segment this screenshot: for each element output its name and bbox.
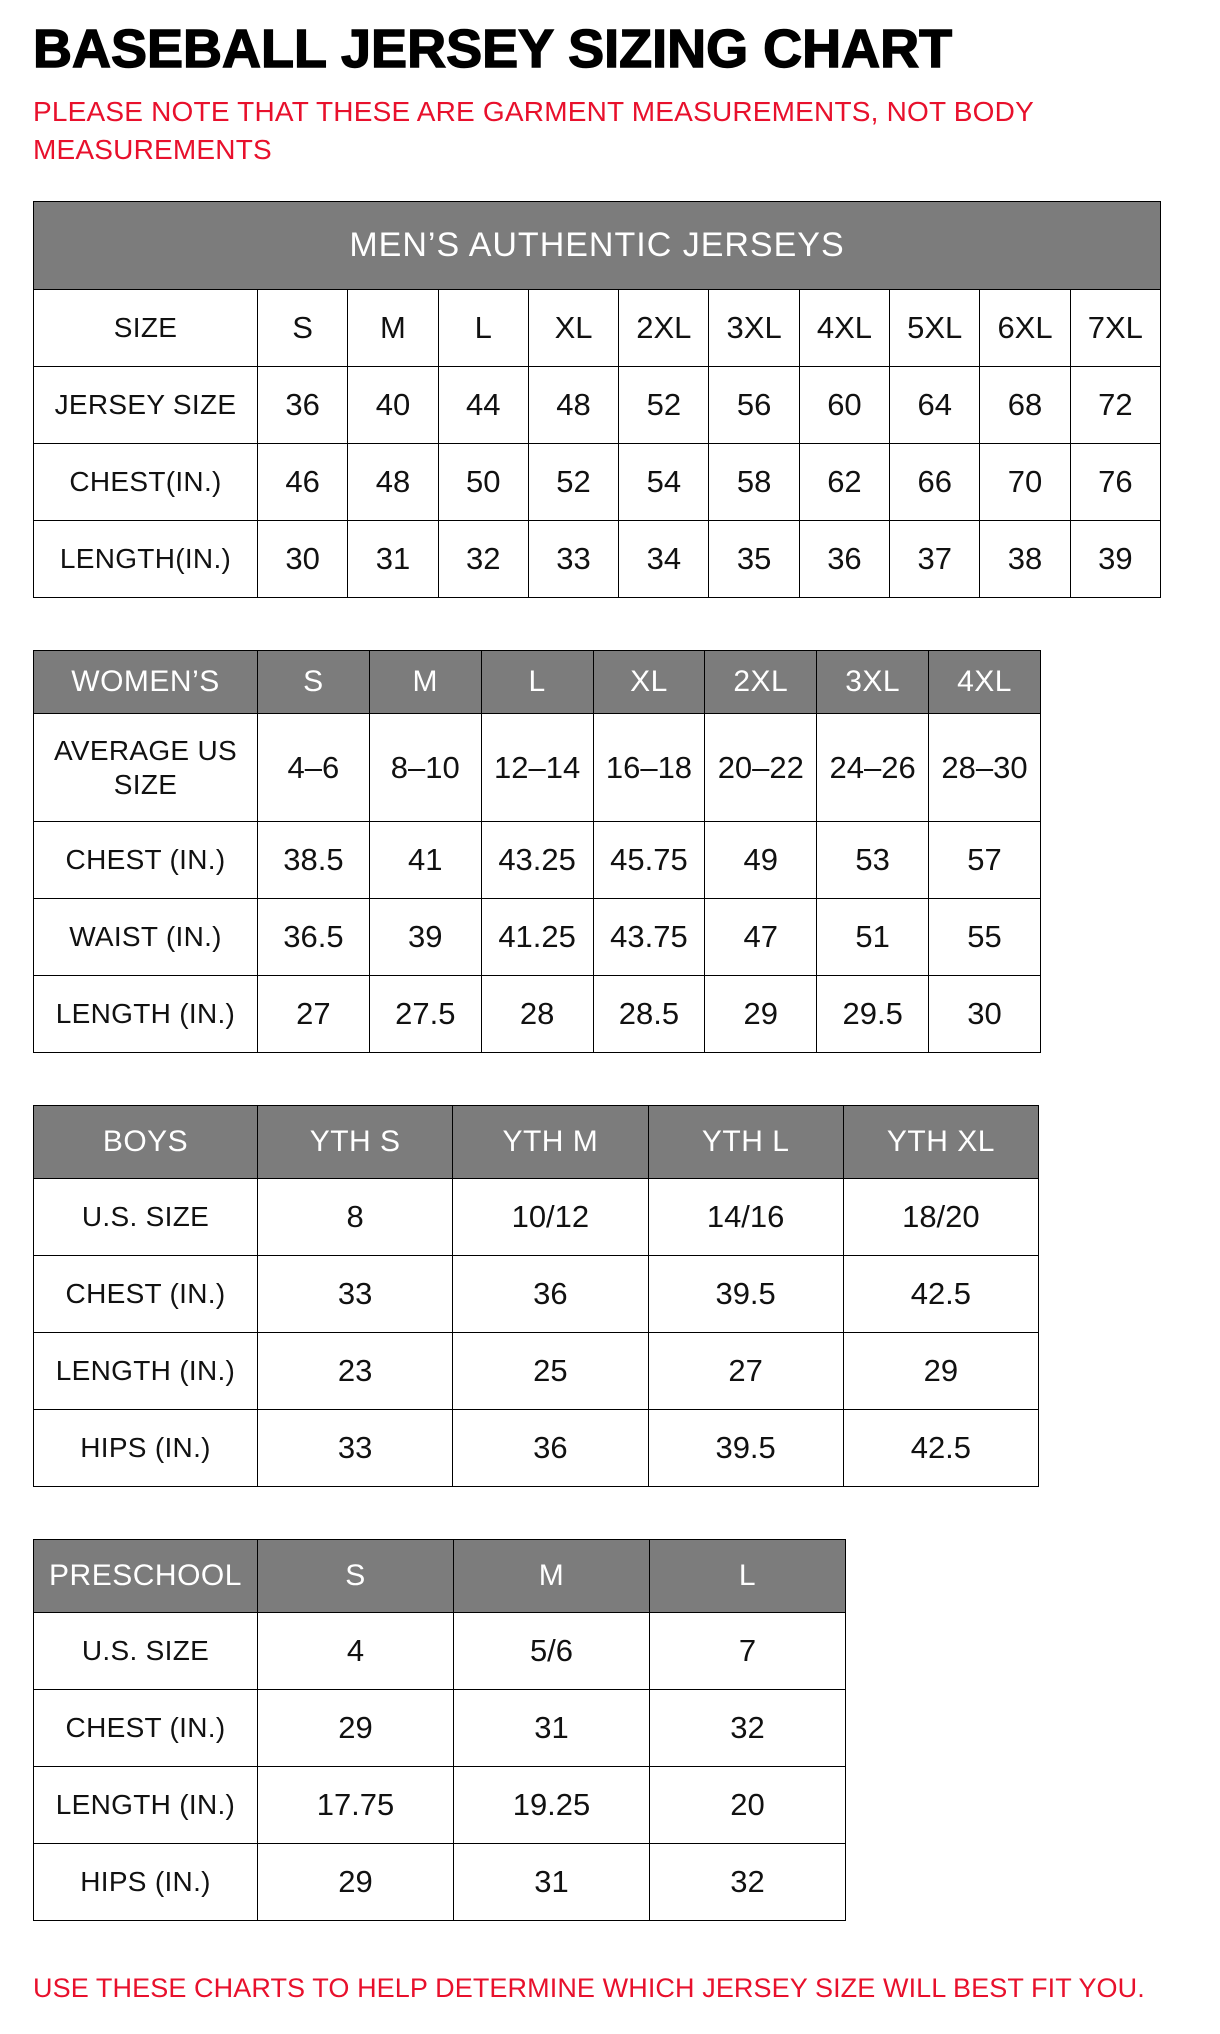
- table-cell: 7XL: [1070, 289, 1160, 366]
- table-cell: 66: [890, 443, 980, 520]
- table-cell: 7: [650, 1613, 846, 1690]
- column-header: PRESCHOOL: [34, 1540, 258, 1613]
- table-cell: 28: [481, 976, 593, 1053]
- table-cell: 18/20: [843, 1179, 1038, 1256]
- table-cell: 24–26: [817, 713, 929, 821]
- table-cell: XL: [528, 289, 618, 366]
- table-cell: 43.25: [481, 822, 593, 899]
- column-header: YTH S: [258, 1106, 453, 1179]
- column-header: YTH L: [648, 1106, 843, 1179]
- table-cell: 2XL: [619, 289, 709, 366]
- table-cell: 42.5: [843, 1256, 1038, 1333]
- table-cell: 30: [258, 520, 348, 597]
- table-cell: 4: [258, 1613, 454, 1690]
- table-cell: 27: [258, 976, 370, 1053]
- table-banner: MEN’S AUTHENTIC JERSEYS: [34, 201, 1161, 289]
- table-cell: S: [258, 289, 348, 366]
- table-cell: 60: [799, 366, 889, 443]
- table-cell: M: [348, 289, 438, 366]
- table-cell: 31: [454, 1690, 650, 1767]
- column-header: L: [481, 650, 593, 713]
- table-cell: 33: [258, 1410, 453, 1487]
- table-cell: 33: [258, 1256, 453, 1333]
- table-cell: 56: [709, 366, 799, 443]
- table-cell: 47: [705, 899, 817, 976]
- row-label: U.S. SIZE: [34, 1613, 258, 1690]
- table-cell: 8: [258, 1179, 453, 1256]
- mens-authentic-jerseys-table: [33, 201, 1161, 598]
- table-cell: 4XL: [799, 289, 889, 366]
- boys-sizing-table-section: [33, 1105, 1190, 1487]
- table-cell: 52: [528, 443, 618, 520]
- row-label: LENGTH (IN.): [34, 976, 258, 1053]
- table-row: [34, 1256, 1039, 1333]
- table-cell: 29.5: [817, 976, 929, 1053]
- table-cell: 53: [817, 822, 929, 899]
- row-label: CHEST (IN.): [34, 822, 258, 899]
- table-cell: 43.75: [593, 899, 705, 976]
- table-cell: 4–6: [258, 713, 370, 821]
- table-row: [34, 1333, 1039, 1410]
- table-cell: 38.5: [258, 822, 370, 899]
- table-banner-row: [34, 201, 1161, 289]
- column-header: BOYS: [34, 1106, 258, 1179]
- mens-authentic-jerseys-table-section: [33, 201, 1190, 598]
- boys-table: [33, 1105, 1039, 1487]
- row-label: AVERAGE US SIZE: [34, 713, 258, 821]
- column-header: 2XL: [705, 650, 817, 713]
- table-cell: 49: [705, 822, 817, 899]
- row-label: CHEST (IN.): [34, 1256, 258, 1333]
- table-cell: 30: [929, 976, 1041, 1053]
- column-header: YTH XL: [843, 1106, 1038, 1179]
- row-label: WAIST (IN.): [34, 899, 258, 976]
- table-cell: 68: [980, 366, 1070, 443]
- table-cell: 42.5: [843, 1410, 1038, 1487]
- table-cell: 35: [709, 520, 799, 597]
- table-cell: 29: [843, 1333, 1038, 1410]
- table-row: [34, 1844, 846, 1921]
- table-cell: 32: [650, 1690, 846, 1767]
- table-cell: 45.75: [593, 822, 705, 899]
- row-label: U.S. SIZE: [34, 1179, 258, 1256]
- table-cell: 38: [980, 520, 1070, 597]
- table-cell: 48: [348, 443, 438, 520]
- table-cell: 28–30: [929, 713, 1041, 821]
- table-cell: 41.25: [481, 899, 593, 976]
- table-cell: 64: [890, 366, 980, 443]
- table-cell: 54: [619, 443, 709, 520]
- table-cell: 40: [348, 366, 438, 443]
- table-cell: 29: [258, 1690, 454, 1767]
- table-cell: 31: [454, 1844, 650, 1921]
- column-header: L: [650, 1540, 846, 1613]
- table-cell: 76: [1070, 443, 1160, 520]
- column-header: M: [454, 1540, 650, 1613]
- table-cell: 6XL: [980, 289, 1070, 366]
- womens-sizing-table-section: [33, 650, 1190, 1053]
- table-cell: 46: [258, 443, 348, 520]
- table-row: [34, 1410, 1039, 1487]
- table-row: [34, 713, 1041, 821]
- table-cell: 36: [799, 520, 889, 597]
- row-label: JERSEY SIZE: [34, 366, 258, 443]
- table-row: [34, 1767, 846, 1844]
- column-header: YTH M: [453, 1106, 648, 1179]
- table-cell: 36: [258, 366, 348, 443]
- garment-measurements-note: PLEASE NOTE THAT THESE ARE GARMENT MEASUREMENTS, NOT BODY MEASUREMENTS: [33, 96, 1034, 166]
- column-header: 4XL: [929, 650, 1041, 713]
- row-label: LENGTH(IN.): [34, 520, 258, 597]
- table-cell: 16–18: [593, 713, 705, 821]
- row-label: CHEST (IN.): [34, 1690, 258, 1767]
- table-cell: 50: [438, 443, 528, 520]
- table-cell: 19.25: [454, 1767, 650, 1844]
- table-cell: 55: [929, 899, 1041, 976]
- table-cell: 72: [1070, 366, 1160, 443]
- column-header: S: [258, 650, 370, 713]
- table-row: [34, 822, 1041, 899]
- table-cell: 32: [438, 520, 528, 597]
- table-cell: 27: [648, 1333, 843, 1410]
- table-cell: 17.75: [258, 1767, 454, 1844]
- preschool-sizing-table-section: [33, 1539, 1190, 1921]
- table-header-row: [34, 1106, 1039, 1179]
- table-cell: 33: [528, 520, 618, 597]
- table-row: [34, 899, 1041, 976]
- table-cell: 37: [890, 520, 980, 597]
- table-row: [34, 289, 1161, 366]
- table-cell: 36: [453, 1410, 648, 1487]
- table-cell: 48: [528, 366, 618, 443]
- womens-table: [33, 650, 1041, 1053]
- row-label: SIZE: [34, 289, 258, 366]
- table-cell: 23: [258, 1333, 453, 1410]
- table-cell: 34: [619, 520, 709, 597]
- table-cell: 39: [1070, 520, 1160, 597]
- table-cell: 28.5: [593, 976, 705, 1053]
- table-row: [34, 1613, 846, 1690]
- table-cell: 5XL: [890, 289, 980, 366]
- table-cell: 29: [258, 1844, 454, 1921]
- table-cell: 39: [369, 899, 481, 976]
- row-label: HIPS (IN.): [34, 1410, 258, 1487]
- table-cell: 58: [709, 443, 799, 520]
- table-header-row: [34, 650, 1041, 713]
- table-cell: 10/12: [453, 1179, 648, 1256]
- column-header: WOMEN’S: [34, 650, 258, 713]
- row-label: CHEST(IN.): [34, 443, 258, 520]
- table-row: [34, 443, 1161, 520]
- table-header-row: [34, 1540, 846, 1613]
- table-cell: 20–22: [705, 713, 817, 821]
- table-cell: 70: [980, 443, 1070, 520]
- table-cell: 57: [929, 822, 1041, 899]
- table-row: [34, 520, 1161, 597]
- footer-note: USE THESE CHARTS TO HELP DETERMINE WHICH JERSEY SIZE WILL BEST FIT YOU.: [33, 1973, 1145, 2004]
- table-cell: 31: [348, 520, 438, 597]
- table-cell: 51: [817, 899, 929, 976]
- table-cell: 44: [438, 366, 528, 443]
- table-cell: 12–14: [481, 713, 593, 821]
- table-cell: 27.5: [369, 976, 481, 1053]
- column-header: XL: [593, 650, 705, 713]
- table-row: [34, 1690, 846, 1767]
- preschool-table: [33, 1539, 846, 1921]
- table-cell: 52: [619, 366, 709, 443]
- table-cell: 41: [369, 822, 481, 899]
- column-header: S: [258, 1540, 454, 1613]
- row-label: LENGTH (IN.): [34, 1767, 258, 1844]
- table-cell: 25: [453, 1333, 648, 1410]
- row-label: HIPS (IN.): [34, 1844, 258, 1921]
- table-cell: 8–10: [369, 713, 481, 821]
- row-label: LENGTH (IN.): [34, 1333, 258, 1410]
- table-row: [34, 1179, 1039, 1256]
- table-cell: 36.5: [258, 899, 370, 976]
- table-row: [34, 366, 1161, 443]
- column-header: 3XL: [817, 650, 929, 713]
- table-cell: L: [438, 289, 528, 366]
- table-cell: 32: [650, 1844, 846, 1921]
- table-cell: 39.5: [648, 1256, 843, 1333]
- column-header: M: [369, 650, 481, 713]
- table-cell: 29: [705, 976, 817, 1053]
- page-title: BASEBALL JERSEY SIZING CHART: [33, 19, 953, 79]
- table-cell: 36: [453, 1256, 648, 1333]
- table-cell: 62: [799, 443, 889, 520]
- table-cell: 3XL: [709, 289, 799, 366]
- table-cell: 20: [650, 1767, 846, 1844]
- table-row: [34, 976, 1041, 1053]
- table-cell: 5/6: [454, 1613, 650, 1690]
- table-cell: 14/16: [648, 1179, 843, 1256]
- table-cell: 39.5: [648, 1410, 843, 1487]
